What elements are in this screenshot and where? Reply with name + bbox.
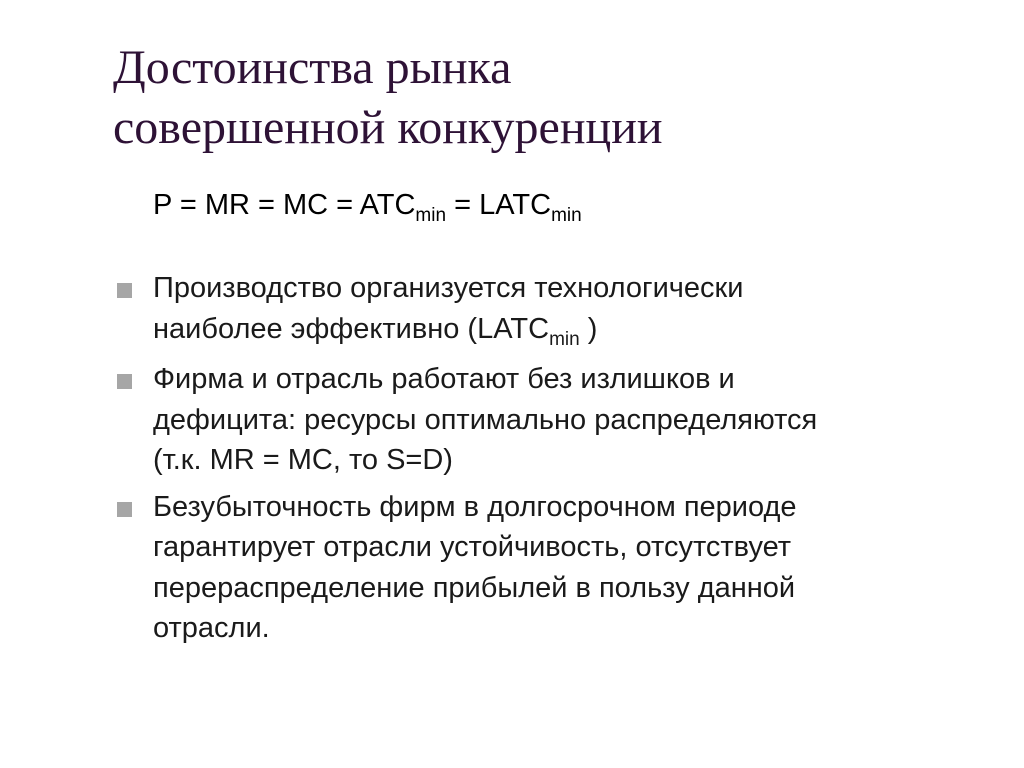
formula-text: P = MR = MC = ATC (153, 189, 416, 221)
bullet-subscript: min (549, 328, 580, 350)
slide-title (113, 38, 993, 158)
formula-subscript: min (551, 205, 582, 226)
bullet-item (113, 268, 953, 353)
bullet-line: гарантирует отрасли устойчивость, отсутствует (153, 531, 792, 563)
gray-square-bullet-icon (117, 283, 132, 298)
gray-square-bullet-icon (117, 374, 132, 389)
bullet-line: дефицита: ресурсы оптимально распределяются (153, 403, 818, 436)
bullet-list (113, 268, 953, 655)
bullet-text: ) (579, 312, 598, 345)
bullet-line: Производство организуется технологически (153, 272, 744, 304)
formula-subscript: min (415, 205, 447, 226)
bullet-text: наиболее эффективно (LATC (153, 312, 550, 345)
bullet-line: Безубыточность фирм в долгосрочном периоде (153, 490, 797, 523)
title-line: Достоинства рынка (113, 41, 512, 94)
formula (153, 185, 582, 229)
bullet-line: отрасли. (153, 612, 270, 644)
bullet-line: Фирма и отрасль работают без излишков и (153, 363, 735, 395)
bullet-line (153, 309, 953, 354)
title-line: совершенной конкуренции (113, 101, 663, 154)
formula-text: = LATC (446, 189, 552, 221)
bullet-item (113, 487, 953, 649)
bullet-line: (т.к. MR = MC, то S=D) (153, 444, 453, 476)
bullet-line: перераспределение прибылей в пользу данной (153, 571, 796, 604)
bullet-item (113, 359, 953, 481)
gray-square-bullet-icon (117, 502, 132, 517)
